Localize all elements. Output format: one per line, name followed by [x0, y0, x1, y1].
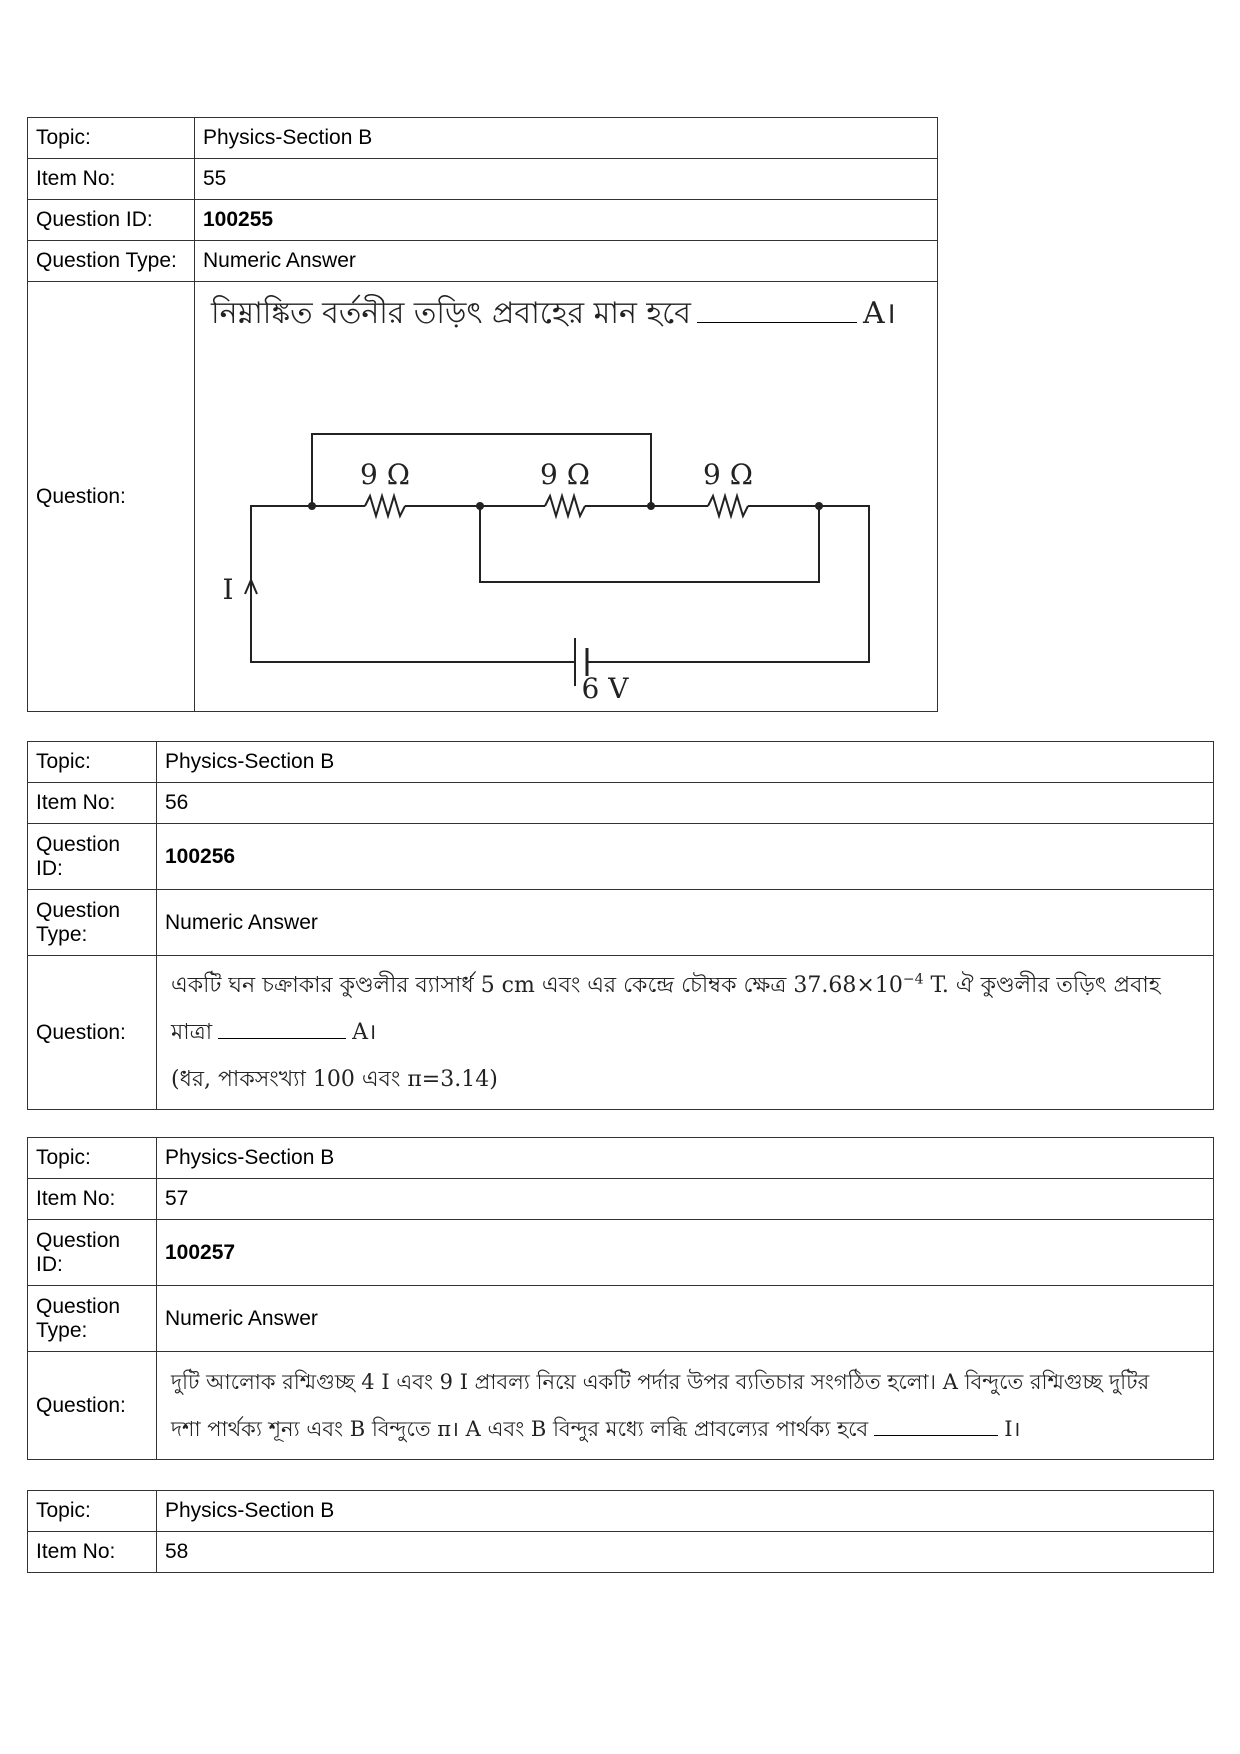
- question-id-value: 100256: [157, 824, 1214, 890]
- current-label: I: [222, 573, 234, 606]
- battery-label: 6 V: [581, 672, 629, 705]
- question-table-56: [27, 741, 1214, 1110]
- resistor-1-label: 9 Ω: [360, 458, 410, 491]
- question-type-label: Question Type:: [28, 890, 157, 956]
- question-label: Question:: [28, 1352, 157, 1460]
- item-no-value: 56: [157, 783, 1214, 824]
- item-no-label: Item No:: [28, 783, 157, 824]
- question-table-57: [27, 1137, 1214, 1460]
- item-no-label: Item No:: [28, 1179, 157, 1220]
- question-type-value: Numeric Answer: [195, 241, 938, 282]
- question-table-58: [27, 1490, 1214, 1573]
- topic-label: Topic:: [28, 1138, 157, 1179]
- topic-label: Topic:: [28, 118, 195, 159]
- resistor-2-label: 9 Ω: [540, 458, 590, 491]
- topic-value: Physics-Section B: [157, 742, 1214, 783]
- circuit-diagram: [195, 282, 937, 712]
- question-type-value: Numeric Answer: [157, 1286, 1214, 1352]
- topic-label: Topic:: [28, 742, 157, 783]
- question-id-label: Question ID:: [28, 824, 157, 890]
- answer-blank: [218, 1038, 346, 1039]
- item-no-value: 58: [157, 1532, 1214, 1573]
- outer-loop-wire: [251, 506, 575, 662]
- topic-value: Physics-Section B: [157, 1138, 1214, 1179]
- outer-loop-wire-right: [587, 506, 869, 662]
- question-label: Question:: [28, 956, 157, 1110]
- question-prompt: নিম্নাঙ্কিত বর্তনীর তড়িৎ প্রবাহের মান হবে: [211, 296, 691, 331]
- question-id-label: Question ID:: [28, 1220, 157, 1286]
- item-no-label: Item No:: [28, 159, 195, 200]
- item-no-value: 57: [157, 1179, 1214, 1220]
- resistor-1: [365, 496, 405, 516]
- question-id-label: Question ID:: [28, 200, 195, 241]
- answer-blank: [874, 1435, 998, 1436]
- question-id-value: 100255: [195, 200, 938, 241]
- question-label: Question:: [28, 282, 195, 712]
- question-type-label: Question Type:: [28, 241, 195, 282]
- junction-node: [647, 502, 655, 510]
- resistor-3: [708, 496, 748, 516]
- junction-node: [476, 502, 484, 510]
- junction-node: [308, 502, 316, 510]
- question-id-value: 100257: [157, 1220, 1214, 1286]
- resistor-2: [545, 496, 585, 516]
- question-type-value: Numeric Answer: [157, 890, 1214, 956]
- bottom-bypass-wire: [480, 506, 819, 582]
- question-text: দুটি আলোক রশ্মিগুচ্ছ 4 I এবং 9 I প্রাবল্য নিয়ে একটি পর্দার উপর ব্যতিচার সংগঠিত হলো। A বিন্দুতে রশ্মিগুচ্ছ দুটির দশা পার্থক্য শূন্য এবং B বিন্দুতে π। A এবং B বিন্দুর মধ্যে লব্ধি প্রাবল্যের পার্থক্য হবে I।: [157, 1352, 1214, 1460]
- question-text: একটি ঘন চক্রাকার কুণ্ডলীর ব্যাসার্ধ 5 cm এবং এর কেন্দ্রে চৌম্বক ক্ষেত্র $37.68\times 10^{-4}$ T. ঐ কুণ্ডলীর তড়িৎ প্রবাহ মাত্রা A। (ধর, পাকসংখ্যা 100 এবং π=3.14): [157, 956, 1214, 1110]
- topic-value: Physics-Section B: [195, 118, 938, 159]
- item-no-value: 55: [195, 159, 938, 200]
- junction-node: [815, 502, 823, 510]
- topic-value: Physics-Section B: [157, 1491, 1214, 1532]
- question-cell: [195, 282, 938, 712]
- topic-label: Topic:: [28, 1491, 157, 1532]
- item-no-label: Item No:: [28, 1532, 157, 1573]
- question-type-label: Question Type:: [28, 1286, 157, 1352]
- resistor-3-label: 9 Ω: [703, 458, 753, 491]
- answer-unit: A।: [862, 296, 896, 331]
- question-table-55: [27, 117, 938, 712]
